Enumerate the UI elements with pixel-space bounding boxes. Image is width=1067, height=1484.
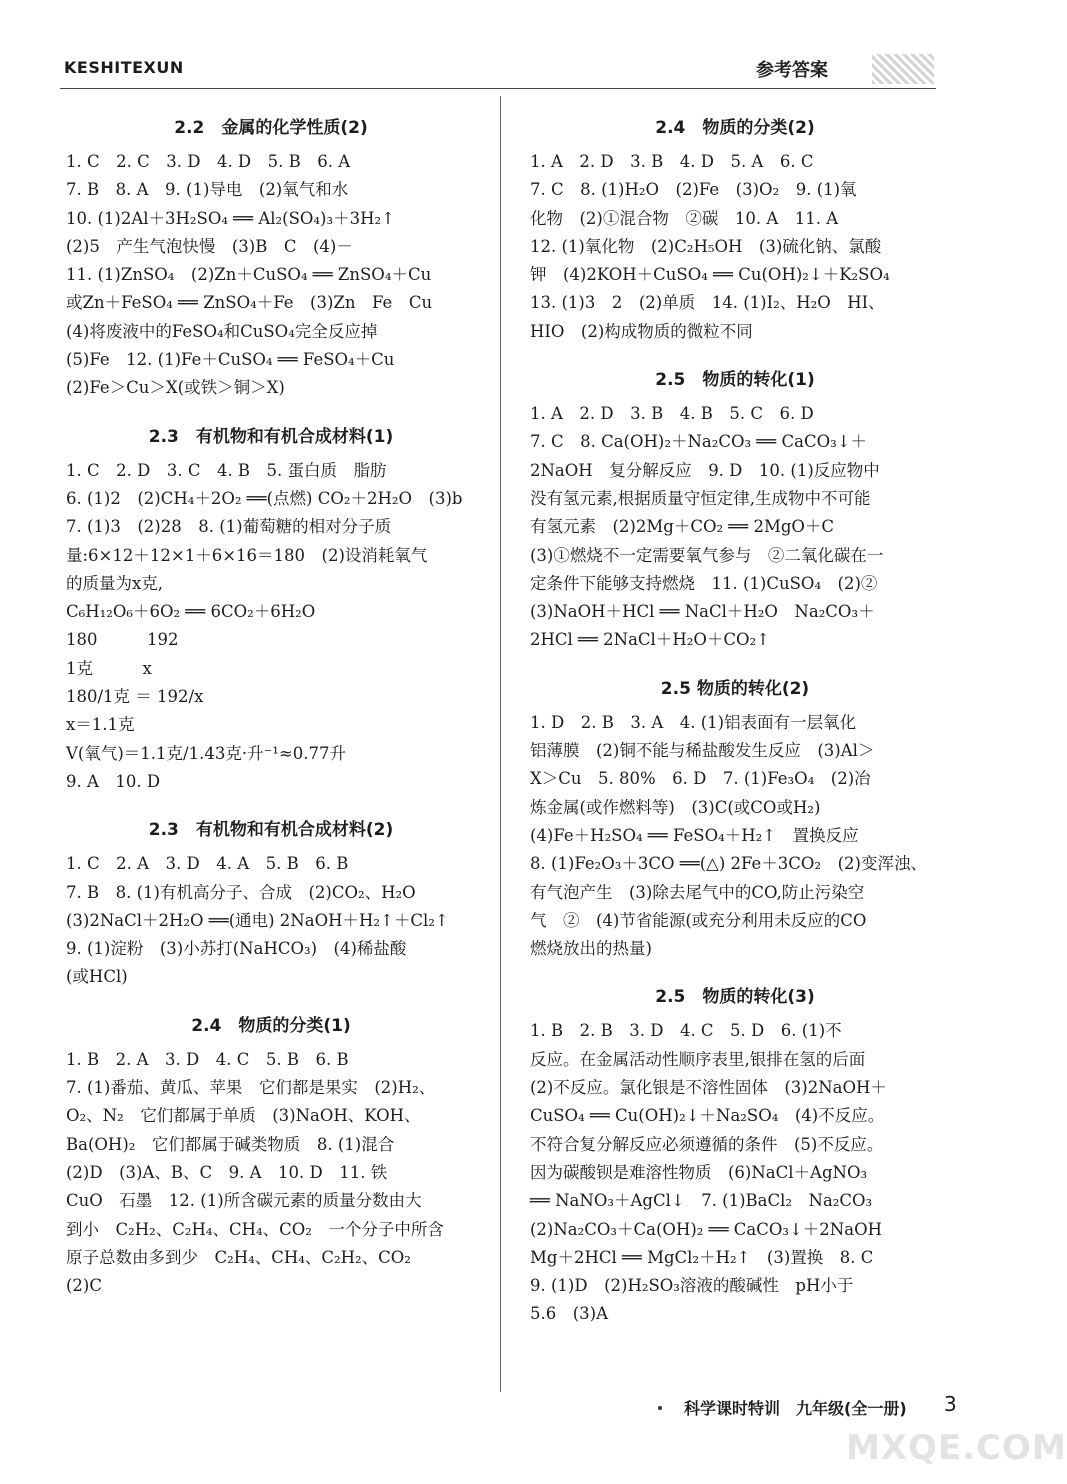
answer-line: 的质量为x克, — [66, 573, 164, 593]
section-gap — [66, 992, 476, 1006]
answer-line: V(氧气)＝1.1克/1.43克·升⁻¹≈0.77升 — [66, 743, 346, 763]
answer-line: 9. (1)D (2)H₂SO₃溶液的酸碱性 pH小于 — [530, 1276, 854, 1296]
answer-line: 7. (1)3 (2)28 8. (1)葡萄糖的相对分子质 — [66, 517, 392, 537]
answer-line: 13. (1)3 2 (2)单质 14. (1)I₂、H₂O HI、 — [530, 293, 885, 313]
answer-line: 铝薄膜 (2)铜不能与稀盐酸发生反应 (3)Al＞ — [530, 741, 875, 761]
footer-dot — [658, 1406, 662, 1410]
answer-line: (4)将废液中的FeSO₄和CuSO₄完全反应掉 — [66, 321, 378, 341]
column-divider — [500, 96, 501, 1392]
answer-line: 7. B 8. (1)有机高分子、合成 (2)CO₂、H₂O — [66, 882, 416, 902]
section-title: 2.3 有机物和有机合成材料(1) — [148, 426, 394, 447]
answer-line: 1. A 2. D 3. B 4. B 5. C 6. D — [530, 404, 814, 424]
answer-line: x＝1.1克 — [66, 715, 135, 735]
answer-line: (或HCl) — [66, 967, 128, 987]
answer-line: 或Zn＋FeSO₄ ══ ZnSO₄＋Fe (3)Zn Fe Cu — [66, 293, 433, 313]
answer-line: (2)Fe＞Cu＞X(或铁＞铜＞X) — [66, 378, 285, 398]
section-title: 2.4 物质的分类(1) — [191, 1015, 351, 1036]
answer-line: (2)C — [66, 1276, 102, 1296]
header-rule — [60, 88, 936, 89]
section-gap — [530, 963, 940, 977]
answer-line: 炼金属(或作燃料等) (3)C(或CO或H₂) — [530, 797, 821, 817]
section-gap — [530, 346, 940, 360]
section-title: 2.2 金属的化学性质(2) — [174, 118, 368, 138]
answer-line: 有气泡产生 (3)除去尾气中的CO,防止污染空 — [530, 882, 865, 902]
answer-line: 7. C 8. (1)H₂O (2)Fe (3)O₂ 9. (1)氧 — [530, 180, 857, 200]
section-gap — [66, 796, 476, 810]
answer-line: 有氢元素 (2)2Mg＋CO₂ ══ 2MgO＋C — [530, 517, 835, 537]
answer-line: 1. C 2. D 3. C 4. B 5. 蛋白质 脂肪 — [66, 460, 387, 480]
watermark-logo: MXQE.COM — [846, 1428, 1067, 1468]
section-title: 2.3 有机物和有机合成材料(2) — [148, 820, 394, 841]
answer-line: 1. B 2. A 3. D 4. C 5. B 6. B — [66, 1049, 349, 1069]
answer-line: CuO 石墨 12. (1)所含碳元素的质量分数由大 — [66, 1191, 422, 1211]
answer-line: 钾 (4)2KOH＋CuSO₄ ══ Cu(OH)₂↓＋K₂SO₄ — [530, 265, 890, 285]
answer-line: 化物 (2)①混合物 ②碳 10. A 11. A — [530, 208, 839, 228]
section-title: 2.5 物质的转化(1) — [655, 370, 815, 391]
answer-line: 1. C 2. C 3. D 4. D 5. B 6. A — [66, 152, 351, 171]
answer-line: 9. (1)淀粉 (3)小苏打(NaHCO₃) (4)稀盐酸 — [66, 939, 407, 959]
answer-line: 1. A 2. D 3. B 4. D 5. A 6. C — [530, 152, 814, 171]
answer-line: 1克 x — [66, 658, 152, 678]
answer-line: X＞Cu 5. 80% 6. D 7. (1)Fe₃O₄ (2)冶 — [530, 769, 871, 789]
answer-line: 7. C 8. Ca(OH)₂＋Na₂CO₃ ══ CaCO₃↓＋ — [530, 432, 868, 452]
footer-book-title: 科学课时特训 九年级(全一册) — [684, 1399, 907, 1418]
answer-line: (5)Fe 12. (1)Fe＋CuSO₄ ══ FeSO₄＋Cu — [66, 350, 395, 370]
page-number: 3 — [944, 1392, 957, 1416]
section-title: 2.4 物质的分类(2) — [655, 118, 815, 138]
answer-line: 2HCl ══ 2NaCl＋H₂O＋CO₂↑ — [530, 630, 770, 650]
answer-line: 没有氢元素,根据质量守恒定律,生成物中不可能 — [530, 488, 871, 508]
answer-line: 反应。在金属活动性顺序表里,银排在氢的后面 — [530, 1049, 866, 1069]
header-decoration — [872, 54, 934, 84]
answer-line: (3)NaOH＋HCl ══ NaCl＋H₂O Na₂CO₃＋ — [530, 602, 875, 622]
section-title: 2.5 物质的转化(2) — [660, 678, 810, 699]
answer-line: 8. (1)Fe₂O₃＋3CO ══(△) 2Fe＋3CO₂ (2)变浑浊、 — [530, 854, 927, 874]
answer-line: Mg＋2HCl ══ MgCl₂＋H₂↑ (3)置换 8. C — [530, 1247, 874, 1267]
answer-line: 2NaOH 复分解反应 9. D 10. (1)反应物中 — [530, 460, 880, 480]
answer-line: 定条件下能够支持燃烧 11. (1)CuSO₄ (2)② — [530, 573, 878, 593]
answer-line: ══ NaNO₃＋AgCl↓ 7. (1)BaCl₂ Na₂CO₃ — [530, 1191, 873, 1211]
answer-line: 到小 C₂H₂、C₂H₄、CH₄、CO₂ 一个分子中所含 — [66, 1219, 444, 1239]
answer-line: 1. B 2. B 3. D 4. C 5. D 6. (1)不 — [530, 1021, 842, 1041]
answer-line: (2)Na₂CO₃＋Ca(OH)₂ ══ CaCO₃↓＋2NaOH — [530, 1219, 882, 1239]
answer-line: 5.6 (3)A — [530, 1304, 609, 1324]
header-brand: KESHITEXUN — [64, 58, 184, 77]
answer-line: 因为碳酸钡是难溶性物质 (6)NaCl＋AgNO₃ — [530, 1162, 868, 1182]
answer-line: 180/1克 ＝ 192/x — [66, 687, 204, 707]
answer-line: 原子总数由多到少 C₂H₄、CH₄、C₂H₂、CO₂ — [66, 1247, 411, 1267]
answer-line: HIO (2)构成物质的微粒不同 — [530, 321, 753, 341]
answer-line: 12. (1)氧化物 (2)C₂H₅OH (3)硫化钠、氯酸 — [530, 236, 882, 256]
header-title: 参考答案 — [756, 60, 828, 81]
answer-line: 9. A 10. D — [66, 771, 161, 791]
section-gap — [66, 403, 476, 417]
answer-line: 10. (1)2Al＋3H₂SO₄ ══ Al₂(SO₄)₃＋3H₂↑ — [66, 208, 395, 228]
section-gap — [530, 655, 940, 669]
answer-line: 燃烧放出的热量) — [530, 939, 652, 959]
answer-line: 1. D 2. B 3. A 4. (1)铝表面有一层氧化 — [530, 712, 857, 732]
answer-line: 7. B 8. A 9. (1)导电 (2)氧气和水 — [66, 180, 349, 200]
answer-line: (3)2NaCl＋2H₂O ══(通电) 2NaOH＋H₂↑＋Cl₂↑ — [66, 910, 449, 930]
answer-line: 1. C 2. A 3. D 4. A 5. B 6. B — [66, 854, 349, 874]
answer-line: (2)5 产生气泡快慢 (3)B C (4)－ — [66, 236, 353, 256]
answer-line: 180 192 — [66, 630, 179, 650]
answer-line: 量:6×12＋12×1＋6×16＝180 (2)设消耗氧气 — [66, 545, 428, 565]
answer-line: CuSO₄ ══ Cu(OH)₂↓＋Na₂SO₄ (4)不反应。 — [530, 1106, 885, 1126]
answer-line: Ba(OH)₂ 它们都属于碱类物质 8. (1)混合 — [66, 1134, 395, 1154]
answer-line: C₆H₁₂O₆＋6O₂ ══ 6CO₂＋6H₂O — [66, 602, 316, 622]
answer-line: 7. (1)番茄、黄瓜、苹果 它们都是果实 (2)H₂、 — [66, 1078, 436, 1098]
answer-line: (4)Fe＋H₂SO₄ ══ FeSO₄＋H₂↑ 置换反应 — [530, 825, 859, 845]
answer-line: (2)不反应。氯化银是不溶性固体 (3)2NaOH＋ — [530, 1078, 887, 1098]
left-column — [66, 108, 476, 1300]
answer-line: 气 ② (4)节省能源(或充分利用未反应的CO — [530, 910, 867, 930]
answer-line: 不符合复分解反应必须遵循的条件 (5)不反应。 — [530, 1134, 884, 1154]
answer-line: 6. (1)2 (2)CH₄＋2O₂ ══(点燃) CO₂＋2H₂O (3)b — [66, 488, 463, 508]
section-title: 2.5 物质的转化(3) — [655, 987, 815, 1008]
right-column — [530, 108, 940, 1329]
answer-line: (3)①燃烧不一定需要氧气参与 ②二氧化碳在一 — [530, 545, 884, 565]
answer-line: (2)D (3)A、B、C 9. A 10. D 11. 铁 — [66, 1162, 388, 1182]
answer-line: O₂、N₂ 它们都属于单质 (3)NaOH、KOH、 — [66, 1106, 421, 1126]
answer-line: 11. (1)ZnSO₄ (2)Zn＋CuSO₄ ══ ZnSO₄＋Cu — [66, 265, 432, 285]
